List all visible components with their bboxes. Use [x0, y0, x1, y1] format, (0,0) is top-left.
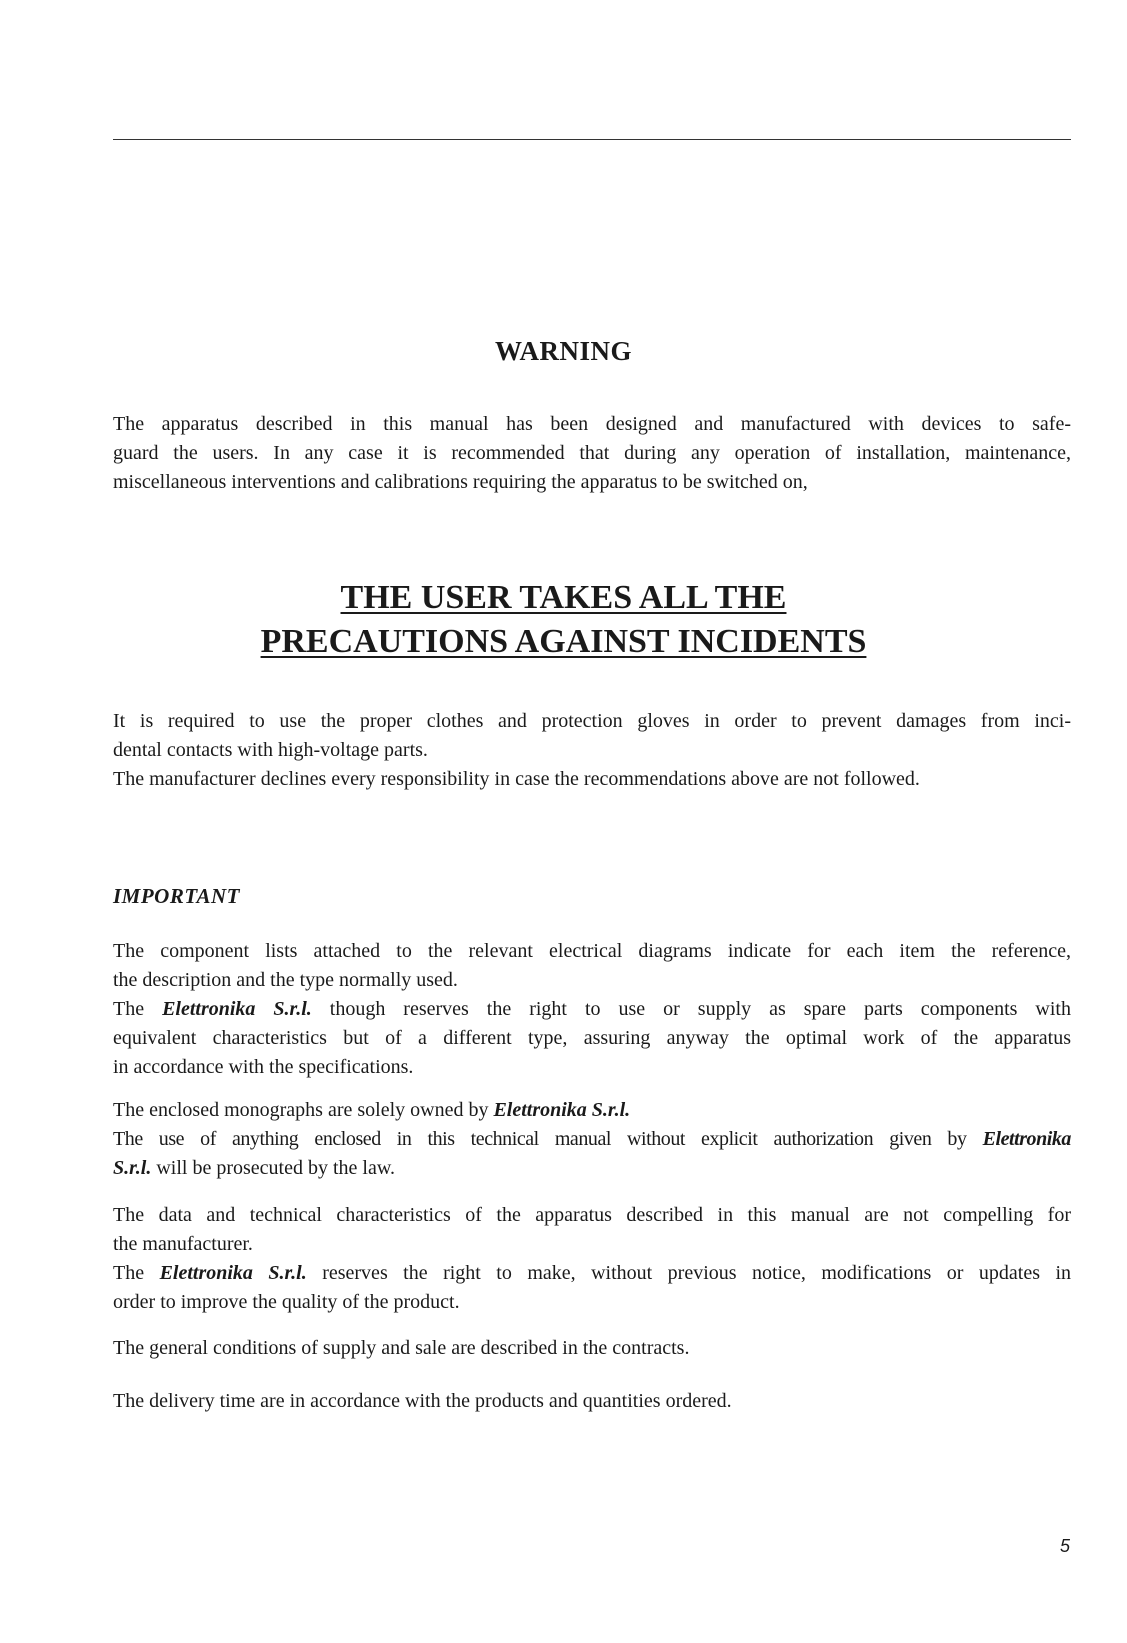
data-notice-paragraph [113, 1201, 1071, 1317]
data-notice-line [113, 1259, 1071, 1288]
components-line: equivalent characteristics but of a different type, assuring anyway the optimal work of the apparatus [113, 1027, 1071, 1049]
text-fragment: The [113, 1262, 145, 1284]
text-fragment: The enclosed monographs are solely owned by [113, 1099, 489, 1121]
text-fragment: reserves the right to make, without previous notice, modifications or updates in [322, 1262, 1072, 1284]
components-paragraph [113, 937, 1071, 1082]
precautions-title-line: THE USER TAKES ALL THE [340, 579, 787, 616]
monographs-paragraph [113, 1096, 1071, 1183]
precautions-title-line: PRECAUTIONS AGAINST INCIDENTS [260, 623, 867, 660]
precautions-line: The manufacturer declines every responsibility in case the recommendations above are not followed. [113, 768, 920, 790]
brand-name-second: S.r.l. [113, 1157, 152, 1179]
precautions-line: dental contacts with high-voltage parts. [113, 739, 428, 761]
conditions-paragraph: The general conditions of supply and sale are described in the contracts. [113, 1337, 690, 1359]
brand-name: Elettronika S.r.l. [162, 998, 312, 1020]
text-fragment: will be prosecuted by the law. [156, 1157, 395, 1179]
data-notice-line: the manufacturer. [113, 1233, 253, 1255]
components-line: the description and the type normally used. [113, 969, 458, 991]
precautions-paragraph [113, 707, 1071, 794]
warning-heading: WARNING [494, 336, 632, 366]
brand-name-first: Elettronika [982, 1128, 1071, 1150]
important-label: IMPORTANT [113, 884, 241, 908]
intro-line: guard the users. In any case it is recommended that during any operation of installation, maintenance, [113, 442, 1071, 464]
data-notice-line: order to improve the quality of the product. [113, 1291, 460, 1313]
precautions-line: It is required to use the proper clothes and protection gloves in order to prevent damages from inci- [113, 710, 1071, 732]
brand-name: Elettronika S.r.l. [159, 1262, 307, 1284]
components-line [113, 995, 1071, 1024]
header-rule [113, 139, 1071, 140]
monographs-line [113, 1125, 1071, 1154]
intro-paragraph [113, 410, 1071, 497]
data-notice-line: The data and technical characteristics of the apparatus described in this manual are not compelling for [113, 1204, 1071, 1226]
text-fragment: The [113, 998, 145, 1020]
brand-name: Elettronika S.r.l. [493, 1099, 631, 1121]
components-line: The component lists attached to the relevant electrical diagrams indicate for each item the reference, [113, 940, 1071, 962]
intro-line: miscellaneous interventions and calibrations requiring the apparatus to be switched on, [113, 471, 808, 493]
page-number: 5 [1060, 1536, 1071, 1556]
text-fragment: though reserves the right to use or supply as spare parts components with [329, 998, 1071, 1020]
precautions-title [0, 576, 1127, 664]
monographs-line [113, 1096, 1071, 1125]
monographs-line [113, 1154, 1071, 1183]
intro-line: The apparatus described in this manual has been designed and manufactured with devices to safe- [113, 413, 1071, 435]
delivery-paragraph: The delivery time are in accordance with the products and quantities ordered. [113, 1390, 732, 1412]
text-fragment: The use of anything enclosed in this technical manual without explicit authorization given by [113, 1128, 967, 1150]
components-line: in accordance with the specifications. [113, 1056, 414, 1078]
